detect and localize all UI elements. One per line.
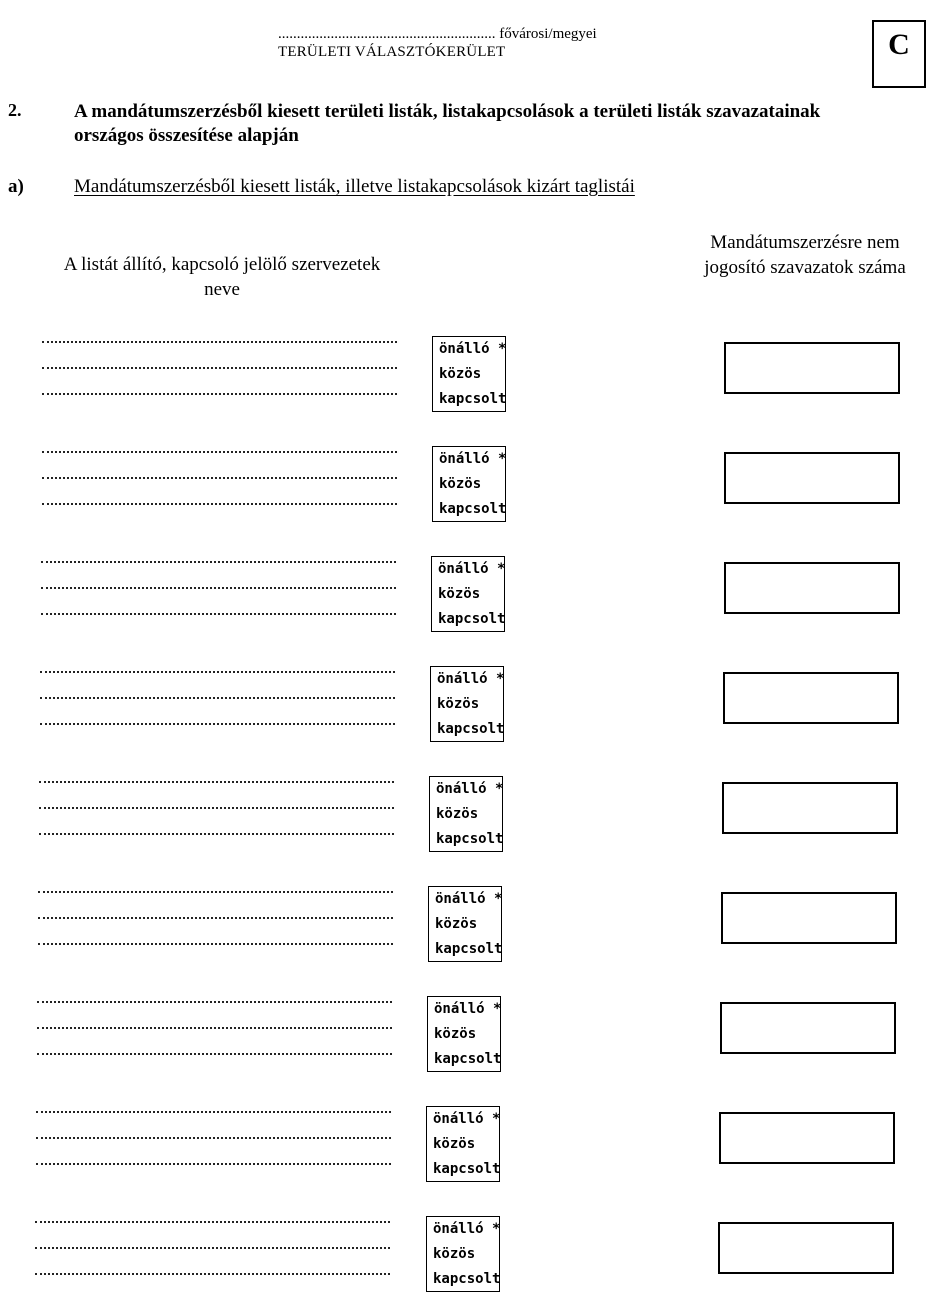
list-type-option[interactable]: önálló * [438,561,506,577]
list-type-options[interactable] [428,886,502,962]
organization-name-line[interactable] [42,340,397,343]
region-fill-line[interactable]: .......................................................... [278,26,496,42]
votes-input-box[interactable] [724,452,900,504]
form-code: C [888,28,910,61]
district-subtitle: TERÜLETI VÁLASZTÓKERÜLET [278,44,506,60]
list-type-option[interactable]: önálló * [436,781,504,797]
organization-name-line[interactable] [39,806,394,809]
list-type-option[interactable]: közös [433,1246,476,1262]
organization-name-line[interactable] [35,1272,390,1275]
votes-input-box[interactable] [718,1222,894,1274]
list-type-options[interactable] [429,776,503,852]
section-title: A mandátumszerzésből kiesett területi listák, listakapcsolások a területi listák szavazatainak országos összesítése alapján [74,101,821,146]
organization-name-line[interactable] [42,392,397,395]
list-type-options[interactable] [426,1216,500,1292]
organization-name-lines [36,1110,396,1188]
list-type-options[interactable] [431,556,505,632]
list-type-option[interactable]: kapcsolt [439,501,507,517]
list-type-options[interactable] [427,996,501,1072]
list-type-option[interactable]: közös [439,366,482,382]
organization-name-lines [35,1220,395,1298]
organization-name-lines [40,670,400,748]
organization-name-line[interactable] [40,722,395,725]
list-type-options[interactable] [426,1106,500,1182]
organization-name-line[interactable] [42,366,397,369]
organization-name-line[interactable] [37,1052,392,1055]
organization-name-line[interactable] [42,450,397,453]
organization-name-line[interactable] [40,696,395,699]
organization-name-line[interactable] [39,780,394,783]
section-number: 2. [8,100,22,120]
organization-name-lines [42,450,402,528]
entry-row [0,996,948,1076]
subsection-title: Mandátumszerzésből kiesett listák, illetve listakapcsolások kizárt taglistái [74,176,635,197]
votes-input-box[interactable] [719,1112,895,1164]
organization-name-line[interactable] [42,502,397,505]
organization-name-line[interactable] [42,476,397,479]
column-heading-votes: Mandátumszerzésre nem jogosító szavazatok száma [704,232,906,278]
organization-name-line[interactable] [38,942,393,945]
votes-input-box[interactable] [721,892,897,944]
votes-input-box[interactable] [724,562,900,614]
entry-row [0,1106,948,1186]
organization-name-line[interactable] [40,670,395,673]
list-type-option[interactable]: közös [434,1026,477,1042]
organization-name-line[interactable] [41,612,396,615]
organization-name-line[interactable] [37,1026,392,1029]
form-code-box [872,20,926,88]
organization-name-lines [39,780,399,858]
column-heading-organizations: A listát állító, kapcsoló jelölő szervezetek neve [63,254,381,300]
entry-row [0,1216,948,1296]
entry-row [0,886,948,966]
votes-input-box[interactable] [723,672,899,724]
votes-input-box[interactable] [722,782,898,834]
list-type-option[interactable]: kapcsolt [439,391,507,407]
votes-input-box[interactable] [720,1002,896,1054]
votes-input-box[interactable] [724,342,900,394]
entry-row [0,666,948,746]
organization-name-line[interactable] [36,1162,391,1165]
list-type-option[interactable]: kapcsolt [433,1271,501,1287]
list-type-options[interactable] [432,446,506,522]
region-label: fővárosi/megyei [499,26,597,42]
list-type-options[interactable] [430,666,504,742]
list-type-option[interactable]: közös [433,1136,476,1152]
list-type-option[interactable]: közös [439,476,482,492]
organization-name-line[interactable] [41,560,396,563]
entry-row [0,446,948,526]
region-line [278,26,597,43]
organization-name-lines [41,560,401,638]
list-type-option[interactable]: önálló * [433,1221,501,1237]
list-type-option[interactable]: kapcsolt [435,941,503,957]
entry-row [0,776,948,856]
organization-name-lines [38,890,398,968]
list-type-option[interactable]: kapcsolt [438,611,506,627]
list-type-option[interactable]: kapcsolt [434,1051,502,1067]
organization-name-lines [42,340,402,418]
list-type-option[interactable]: kapcsolt [433,1161,501,1177]
list-type-option[interactable]: önálló * [435,891,503,907]
list-type-option[interactable]: közös [438,586,481,602]
organization-name-line[interactable] [35,1220,390,1223]
list-type-option[interactable]: kapcsolt [436,831,504,847]
list-type-options[interactable] [432,336,506,412]
organization-name-lines [37,1000,397,1078]
organization-name-line[interactable] [36,1136,391,1139]
list-type-option[interactable]: önálló * [437,671,505,687]
organization-name-line[interactable] [38,890,393,893]
list-type-option[interactable]: önálló * [439,451,507,467]
subsection-label: a) [8,176,24,197]
organization-name-line[interactable] [41,586,396,589]
list-type-option[interactable]: közös [436,806,479,822]
entry-row [0,556,948,636]
entry-row [0,336,948,416]
organization-name-line[interactable] [35,1246,390,1249]
organization-name-line[interactable] [39,832,394,835]
list-type-option[interactable]: önálló * [433,1111,501,1127]
list-type-option[interactable]: közös [437,696,480,712]
list-type-option[interactable]: önálló * [434,1001,502,1017]
organization-name-line[interactable] [36,1110,391,1113]
list-type-option[interactable]: önálló * [439,341,507,357]
list-type-option[interactable]: kapcsolt [437,721,505,737]
organization-name-line[interactable] [37,1000,392,1003]
list-type-option[interactable]: közös [435,916,478,932]
organization-name-line[interactable] [38,916,393,919]
